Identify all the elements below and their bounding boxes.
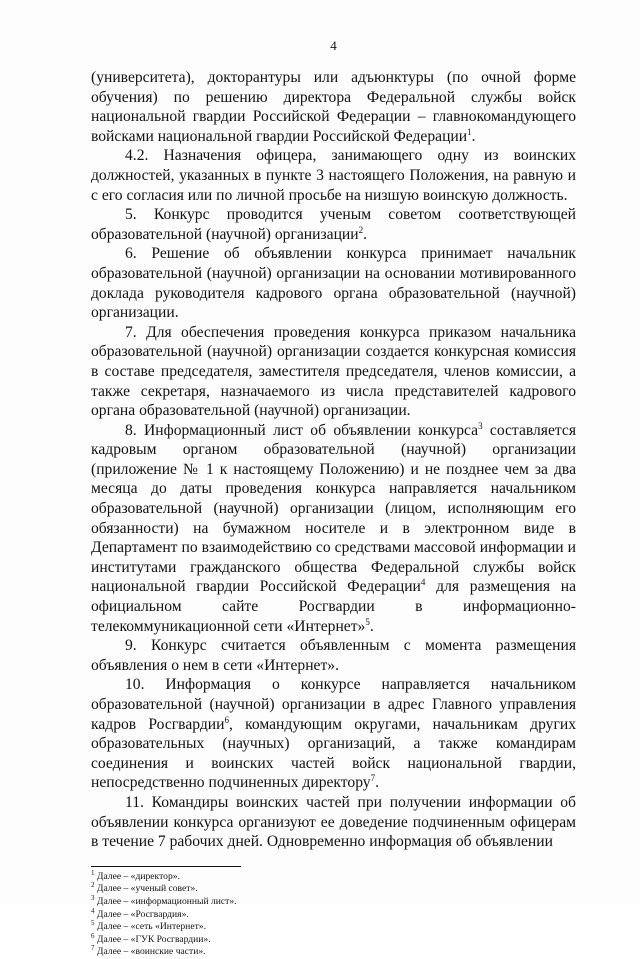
paragraph-6: 6. Решение об объявлении конкурса принимает начальник образовательной (научной) организации на основании мотивированного доклада руководителя кадрового органа образовательной (научной) организации.	[91, 245, 576, 322]
footnotes	[91, 868, 576, 959]
paragraph-4-2: 4.2. Назначения офицера, занимающего одну из воинских должностей, указанных в пункте 3 настоящего Положения, на равную и с его согласия или по личной просьбе на низшую воинскую должность.	[91, 147, 576, 204]
footnote: $^5$ Далее – «сеть «Интернет».	[91, 918, 206, 933]
footnote-ref: 4	[420, 577, 426, 588]
footnote: $^1$ Далее – «директор».	[91, 868, 180, 882]
footnote-ref: 1	[467, 126, 472, 137]
footnote: $^6$ Далее – «ГУК Росгвардии».	[91, 931, 211, 945]
paragraph-continuation: (университета), докторантуры или адъюнктуры (по очной форме обучения) по решению директора Федеральной службы войск национальной гвардии Российской Федерации – главнокомандующего войсками национальной гвардии Российской Федерации$^1$.	[91, 69, 576, 145]
footnote-ref: 7	[370, 773, 376, 784]
paragraph-11: 11. Командиры воинских частей при получении информации об объявлении конкурса организуют ее доведение подчиненным офицерам в течение 7 рабочих дней. Одновременно информация об объявлении	[91, 793, 576, 851]
body-text	[91, 68, 576, 852]
footnote: $^7$ Далее – «воинские части».	[91, 944, 206, 958]
footnote: $^2$ Далее – «ученый совет».	[91, 881, 198, 895]
footnote-ref: 3	[478, 420, 483, 431]
footnote-ref: 5	[365, 616, 370, 627]
footnote-divider	[91, 866, 241, 867]
paragraph-10: 10. Информация о конкурсе направляется начальником образовательной (научной) организации в адрес Главного управления кадров Росгвардии$^6$, командующим округами, начальникам других образовательных (научных) организаций, а также командирам соединения и воинских частей войск национальной гвардии, непосредственно подчиненных директору$^7$.	[91, 676, 576, 792]
paragraph-5: 5. Конкурс проводится ученым советом соответствующей образовательной (научной) организации$^2$.	[91, 206, 576, 243]
paragraph-9: 9. Конкурс считается объявленным с момента размещения объявления о нем в сети «Интернет».	[91, 637, 576, 674]
footnote-ref: 2	[358, 224, 364, 235]
footnote: $^3$ Далее – «информационный лист».	[91, 893, 237, 907]
paragraph-7: 7. Для обеспечения проведения конкурса приказом начальника образовательной (научной) организации создается конкурсная комиссия в составе председателя, заместителя председателя, членов комиссии, а также секретаря, назначаемого из числа представителей кадрового органа образовательной (научной) организации.	[91, 323, 576, 420]
page-number: 4	[330, 38, 337, 53]
footnote-ref: 6	[224, 714, 229, 725]
paragraph-8: 8. Информационный лист об объявлении конкурса$^3$ составляется кадровым органом образовательной (научной) организации (приложение № 1 к настоящему Положению) и не позднее чем за два месяца до даты проведения конкурса направляется начальником образовательной (научной) организации (лицом, исполняющим его обязанности) на бумажном носителе и в электронном виде в Департамент по взаимодействию со средствами массовой информации и институтами гражданского общества Федеральной службы войск национальной гвардии Российской Федерации$^4$ для размещения на официальном сайте Росгвардии в информационно-телекоммуникационной сети «Интернет»$^5$.	[91, 420, 577, 635]
footnote: $^4$ Далее – «Росгвардия».	[91, 906, 189, 920]
